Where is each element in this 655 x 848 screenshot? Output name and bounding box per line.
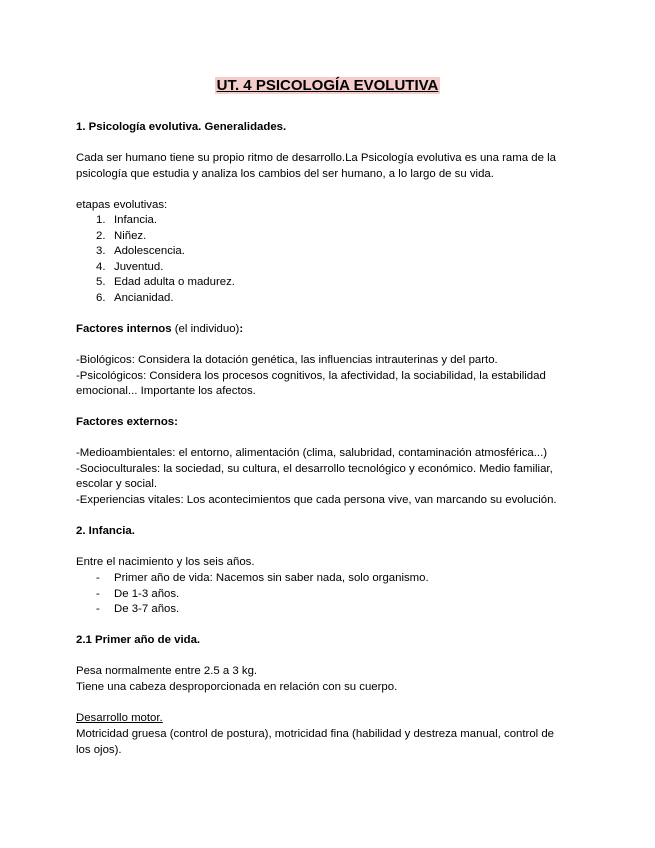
external-factors-text: -Medioambientales: el entorno, alimentación (clima, salubridad, contaminación atmosférica...) -Socioculturales: la sociedad, su cultura, el desarrollo tecnológico y económico. Medio familiar, escolar y social. -Experiencias vitales: Los acontecimientos que cada persona vive, van marcando su evolución.	[76, 447, 557, 506]
section-2-1-text: Pesa normalmente entre 2.5 a 3 kg. Tiene una cabeza desproporcionada en relación con su cuerpo.	[76, 665, 398, 693]
stages-list	[96, 213, 235, 307]
document-title	[0, 77, 655, 94]
stages-label: etapas evolutivas:	[76, 199, 168, 211]
list-item: - Primer año de vida: Nacemos sin saber nada, solo organismo.	[96, 572, 429, 584]
external-factors-heading: Factores externos:	[76, 416, 178, 428]
list-item: 1. Infancia.	[96, 214, 158, 226]
intro-line-2: psicología que estudia y analiza los cambios del ser humano, a lo largo de su vida.	[76, 167, 494, 180]
internal-factors-heading: Factores internos (el individuo):	[76, 323, 244, 335]
title-text: UT. 4 PSICOLOGÍA EVOLUTIVA	[216, 77, 439, 94]
list-item: 2. Niñez.	[96, 229, 147, 242]
list-item: - De 1-3 años.	[96, 587, 180, 600]
section-2-intro: Entre el nacimiento y los seis años.	[76, 556, 255, 568]
motor-development-heading: Desarrollo motor.	[76, 712, 163, 724]
infancy-list	[96, 571, 429, 618]
motor-development-text: Motricidad gruesa (control de postura), motricidad fina (habilidad y destreza manual, control de los ojos).	[76, 728, 555, 756]
section-2-1-heading: 2.1 Primer año de vida.	[76, 634, 201, 646]
list-item: - De 3-7 años.	[96, 603, 180, 616]
section-1-intro	[76, 151, 578, 182]
section-2-heading: 2. Infancia.	[76, 525, 135, 537]
list-item: 5. Edad adulta o madurez.	[96, 276, 235, 289]
internal-factors-text: -Biológicos: Considera la dotación genética, las influencias intrauterinas y del parto. -Psicológicos: Considera los procesos cognitivos, la afectividad, la sociabilidad, la estabilidad emocional... Importante los afectos.	[76, 354, 546, 398]
list-item: 6. Ancianidad.	[96, 291, 174, 304]
list-item: 4. Juventud.	[96, 260, 164, 273]
section-1-heading: 1. Psicología evolutiva. Generalidades.	[76, 121, 287, 133]
intro-line-1: Cada ser humano tiene su propio ritmo de desarrollo.La Psicología evolutiva es una rama de la	[76, 152, 556, 164]
list-item: 3. Adolescencia.	[96, 245, 185, 258]
